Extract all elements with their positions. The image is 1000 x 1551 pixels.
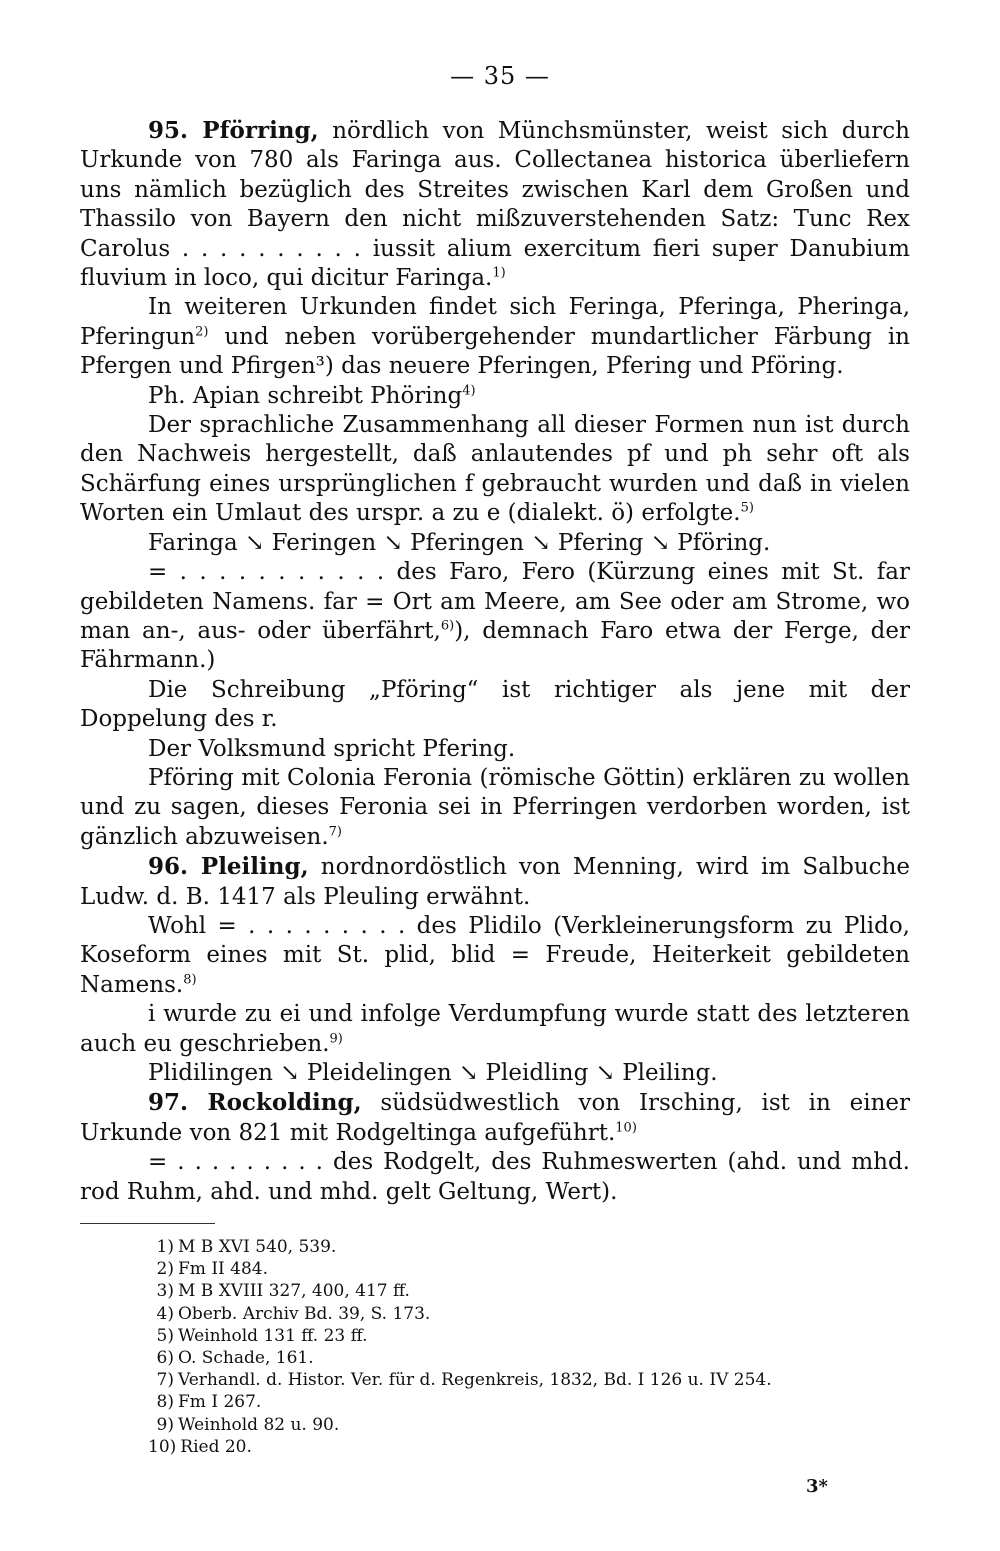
paragraph-text: Pföring mit Colonia Feronia (römische Göttin) erklären zu wollen und zu sagen, dieses Feronia sei in Pferringen verdorben worden, ist gänzlich abzuweisen. xyxy=(80,764,910,850)
paragraph xyxy=(80,735,910,764)
footnote-ref: 6) xyxy=(440,618,455,634)
paragraph xyxy=(80,116,910,293)
footnote-ref: 5) xyxy=(740,500,754,516)
paragraph-text: nordnordöstlich von Menning, wird im Salbuche Ludw. d. B. 1417 als Pleuling erwähnt. xyxy=(80,854,910,910)
paragraph-text: Der Volksmund spricht Pfering. xyxy=(148,735,516,762)
footnote-mark: 3) xyxy=(156,1281,174,1302)
paragraph-text: Der sprachliche Zusammenhang all dieser Formen nun ist durch den Nachweis hergestellt, daß anlautendes pf und ph sehr oft als Schärfung eines ursprünglichen f gebraucht wurden und daß in vielen Worten ein Umlaut des urspr. a zu e (dialekt. ö) erfolgte. xyxy=(80,412,910,527)
footnote-text: Weinhold 82 u. 90. xyxy=(178,1414,340,1435)
entry-heading: 97. Rockolding, xyxy=(148,1089,362,1117)
signature-mark: 3* xyxy=(806,1476,828,1497)
footnote-ref: 1) xyxy=(492,265,506,281)
footnote-text: M B XVIII 327, 400, 417 ff. xyxy=(178,1281,410,1302)
footnote-mark: 6) xyxy=(156,1348,174,1369)
footnote xyxy=(148,1325,908,1347)
footnote-text: Verhandl. d. Histor. Ver. für d. Regenkreis, 1832, Bd. I 126 u. IV 254. xyxy=(178,1370,772,1391)
footnote-mark: 2) xyxy=(156,1259,174,1280)
footnote-text: Weinhold 131 ff. 23 ff. xyxy=(178,1325,368,1346)
paragraph-text: = . . . . . . . . . des Rodgelt, des Ruhmeswerten (ahd. und mhd. rod Ruhm, ahd. und mhd. gelt Geltung, Wert). xyxy=(80,1149,910,1205)
paragraph xyxy=(80,382,910,411)
footnote-ref: 10) xyxy=(615,1120,637,1136)
footnote-ref: 7) xyxy=(328,824,342,840)
paragraph-text: Wohl = . . . . . . . . . des Plidilo (Verkleinerungsform zu Plido, Koseform eines mit St. plid, blid = Freude, Heiterkeit gebildeten Namens. xyxy=(80,912,910,998)
footnote-ref: 4) xyxy=(462,383,476,398)
paragraph-text: Ph. Apian schreibt Phöring xyxy=(148,382,463,409)
paragraph-text-tail: und neben vorübergehender mundartlicher Färbung in Pfergen und Pfirgen³) das neuere Pferingen, Pfering und Pföring. xyxy=(80,323,910,380)
paragraph xyxy=(80,912,910,1000)
paragraph xyxy=(80,411,910,529)
footnote xyxy=(148,1303,908,1325)
paragraph-text: Faringa ↘ Feringen ↘ Pferingen ↘ Pfering ↘ Pföring. xyxy=(148,529,771,556)
page-number: — 35 — xyxy=(450,62,550,90)
entry-heading: 96. Pleiling, xyxy=(148,853,309,881)
footnote-mark: 4) xyxy=(156,1303,174,1324)
footnote-text: O. Schade, 161. xyxy=(178,1348,314,1369)
paragraph-text: nördlich von Münchsmünster, weist sich durch Urkunde von 780 als Faringa aus. Collectanea historica überliefern uns nämlich bezüglich des Streites zwischen Karl dem Großen und Thassilo von Bayern den nicht mißzuverstehenden Satz: Tunc Rex Carolus . . . . . . . . . . iussit alium exercitum fieri super Danubium fluvium in loco, qui dicitur Faringa. xyxy=(80,118,910,292)
footnote-mark: 5) xyxy=(156,1325,174,1346)
paragraph xyxy=(80,1088,910,1148)
footnote xyxy=(148,1369,908,1391)
footnote-mark: 1) xyxy=(156,1237,174,1257)
paragraph-text: südsüdwestlich von Irsching, ist in einer Urkunde von 821 mit Rodgeltinga aufgeführt. xyxy=(80,1090,910,1146)
footnote-text: Ried 20. xyxy=(180,1436,252,1457)
footnote-mark: 10) xyxy=(148,1436,177,1457)
entry-heading: 95. Pförring, xyxy=(148,117,319,144)
paragraph xyxy=(80,852,910,912)
footnotes xyxy=(148,1236,908,1458)
paragraph xyxy=(80,1059,910,1088)
paragraph-text: In weiteren Urkunden findet sich Feringa, Pferinga, Pheringa, Pferingun xyxy=(80,294,910,350)
paragraph-text-tail: ), demnach Faro etwa der Ferge, der Fährmann.) xyxy=(80,617,910,674)
paragraph xyxy=(80,293,910,381)
footnote xyxy=(148,1280,908,1302)
footnote-text: Oberb. Archiv Bd. 39, S. 173. xyxy=(178,1303,431,1324)
paragraph xyxy=(80,1148,910,1207)
footnote-mark: 7) xyxy=(156,1370,174,1391)
footnote xyxy=(148,1391,908,1413)
footnote-text: Fm II 484. xyxy=(178,1259,269,1280)
footnote xyxy=(148,1414,908,1436)
footnote xyxy=(148,1347,908,1369)
footnote-text: Fm I 267. xyxy=(178,1392,262,1413)
footnote xyxy=(148,1258,908,1280)
footnote xyxy=(148,1236,908,1258)
paragraph xyxy=(80,529,910,558)
footnote-ref: 2) xyxy=(195,324,209,340)
paragraph-text: i wurde zu ei und infolge Verdumpfung wurde statt des letzteren auch eu geschrieben. xyxy=(80,1001,910,1057)
paragraph xyxy=(80,764,910,852)
paragraph xyxy=(80,676,910,735)
paragraph xyxy=(80,1000,910,1059)
footnote-mark: 9) xyxy=(156,1414,174,1435)
paragraph xyxy=(80,558,910,676)
footnote-mark: 8) xyxy=(156,1392,174,1413)
body-text xyxy=(80,116,910,1207)
paragraph-text: = . . . . . . . . . . . des Faro, Fero (Kürzung eines mit St. far gebildeten Namens. far = Ort am Meere, am See oder am Strome, wo man an-, aus- oder überfährt, xyxy=(80,559,910,644)
footnote xyxy=(148,1436,908,1458)
paragraph-text: Plidilingen ↘ Pleidelingen ↘ Pleidling ↘ Pleiling. xyxy=(148,1060,718,1086)
footnote-text: M B XVI 540, 539. xyxy=(178,1237,337,1257)
footnote-ref: 9) xyxy=(329,1030,343,1046)
footnote-divider xyxy=(80,1223,215,1224)
paragraph-text: Die Schreibung „Pföring“ ist richtiger als jene mit der Doppelung des r. xyxy=(80,676,910,733)
footnote-ref: 8) xyxy=(183,972,197,988)
